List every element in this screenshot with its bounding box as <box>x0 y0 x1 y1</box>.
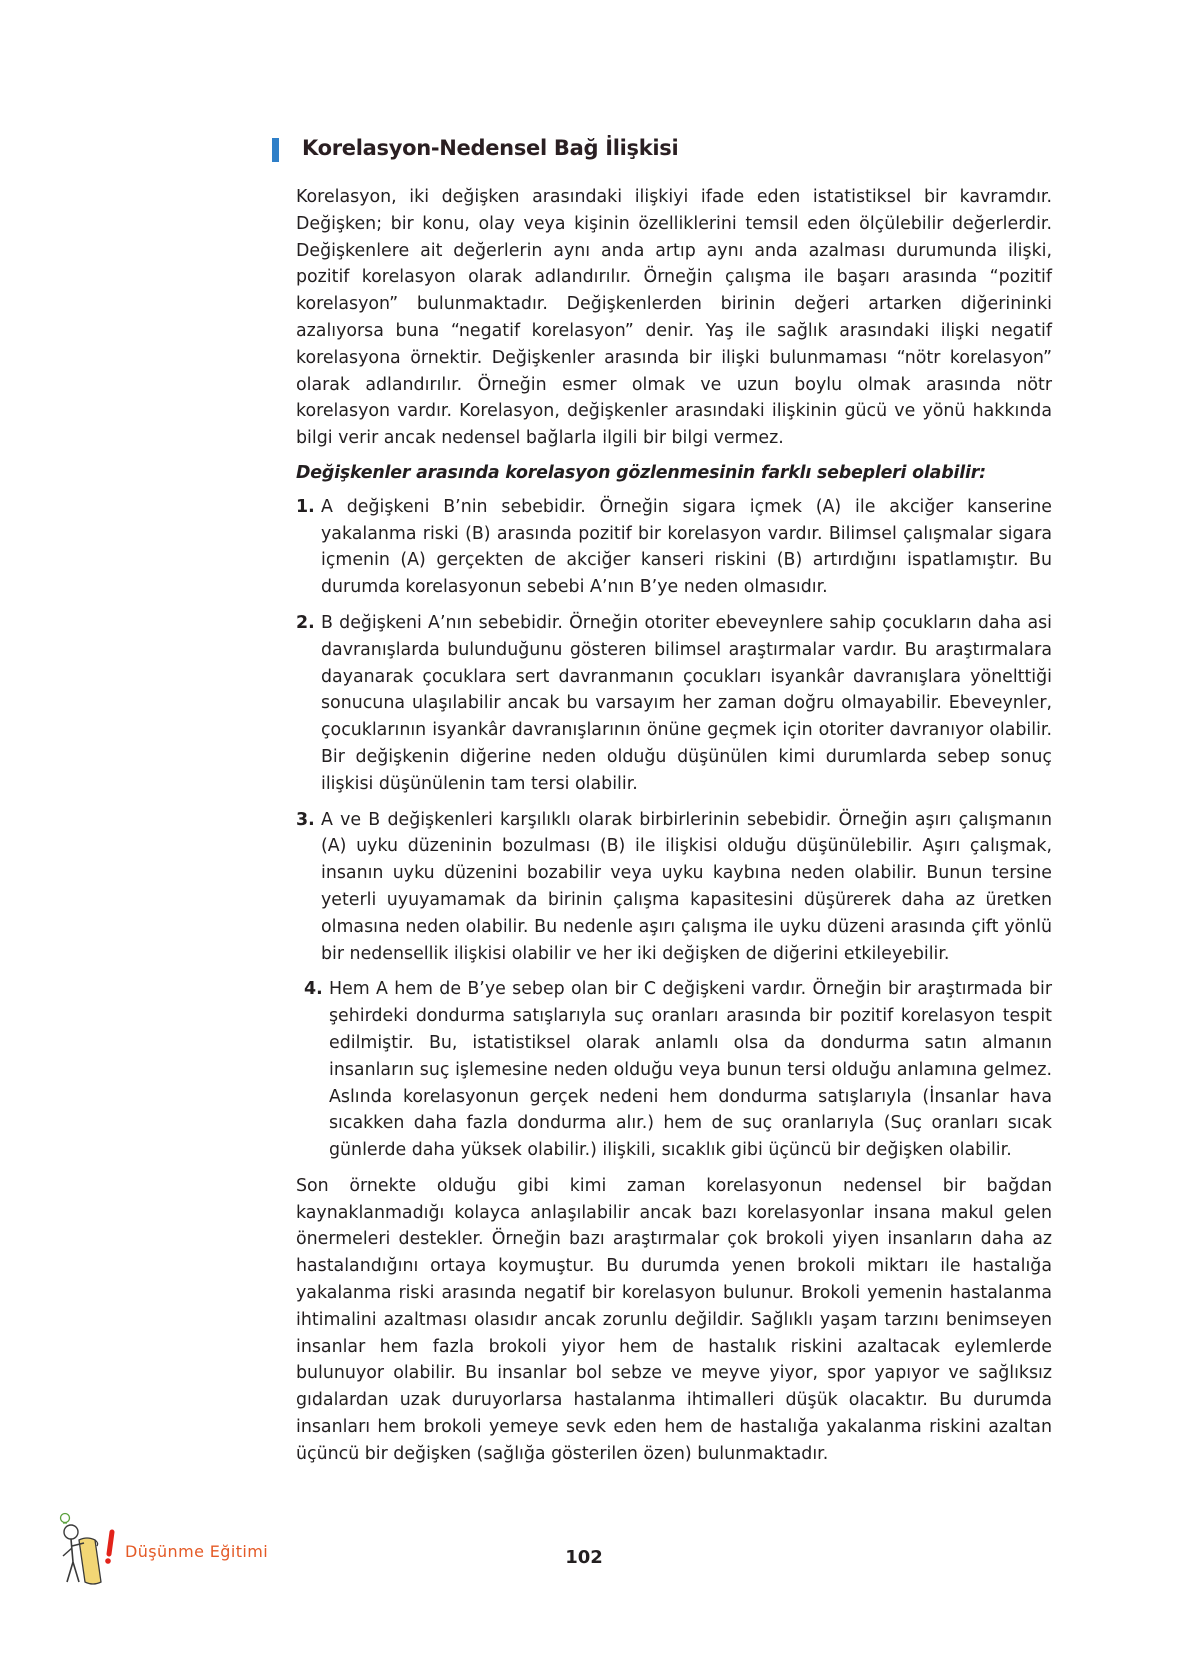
list-item-number: 4. <box>304 979 323 1000</box>
list-item-text: B değişkeni A’nın sebebidir. Örneğin otoriter ebeveynlere sahip çocukların daha asi davranışlarda bulunduğunu gösteren bilimsel araştırmalar vardır. Bu araştırmalara dayanarak çocuklara sert davranmanın çocukları isyankâr davranışlara yönelttiği sonucuna ulaşılabilir ancak bu varsayım her zaman doğru olmayabilir. Ebeveynler, çocuklarının isyankâr davranışlarının önüne geçmek için otoriter davranıyor olabilir. Bir değişkenin diğerine neden olduğu düşünülen kimi durumlarda sebep sonuç ilişkisi düşünülenin tam tersi olabilir. <box>321 612 1052 794</box>
list-item-text: A ve B değişkenleri karşılıklı olarak birbirlerinin sebebidir. Örneğin aşırı çalışmanın (A) uyku düzeninin bozulması (B) ile ilişkisi olduğu düşünülebilir. Aşırı çalışmak, insanın uyku düzenini bozabilir veya uyku kaybına neden olabilir. Bunun tersine yeterli uyuyamamak da birinin çalışma kapasitesini düşürerek daha az üretken olmasına neden olabilir. Bu nedenle aşırı çalışma ile uyku düzeni arasında çift yönlü bir nedensellik ilişkisi olabilir ve her iki değişken de diğerini etkileyebilir. <box>321 809 1052 964</box>
list-item-text: Hem A hem de B’ye sebep olan bir C değişkeni vardır. Örneğin bir araştırmada bir şehirdeki dondurma satışlarıyla suç oranları arasında bir pozitif korelasyon tespit edilmiştir. Bu, istatistiksel olarak anlamlı olsa da dondurma satın almanın insanların suç işlemesine neden olduğu veya bunun tersi olduğu anlamına gelmez. Aslında korelasyonun gerçek nedeni hem dondurma satışlarıyla (İnsanlar hava sıcakken daha fazla dondurma alır.) hem de suç oranlarıyla (Suç oranları sıcak günlerde daha yüksek olabilir.) ilişkili, sıcaklık gibi üçüncü bir değişken olabilir. <box>329 979 1052 1161</box>
closing-paragraph: Son örnekte olduğu gibi kimi zaman korelasyonun nedensel bir bağdan kaynaklanmadığı kolayca anlaşılabilir ancak bazı korelasyonlar insana makul gelen önermeleri destekler. Örneğin bazı araştırmalar çok brokoli yiyen insanların daha az hastalandığını ortaya koymuştur. Bu durumda yenen brokoli miktarı ile hastalığa yakalanma riski arasında negatif bir korelasyon bulunur. Brokoli yemenin hastalanma ihtimalini azaltması olasıdır ancak zorunlu değildir. Sağlıklı yaşam tarzını benimseyen insanlar hem fazla brokoli yiyor hem de hastalık riskini azaltacak eylemlerde bulunuyor olabilir. Bu insanlar bol sebze ve meyve yiyor, spor yapıyor ve sağlıksız gıdalardan uzak duruyorlarsa hastalanma ihtimalleri düşük olacaktır. Bu durumda insanları hem brokoli yemeye sevk eden hem de hastalığa yakalanma riskini azaltan üçüncü bir değişken (sağlığa gösterilen özen) bulunmaktadır. <box>296 1175 1052 1464</box>
section-title: Korelasyon-Nedensel Bağ İlişkisi <box>302 136 679 160</box>
list-item-text: A değişkeni B’nin sebebidir. Örneğin sigara içmek (A) ile akciğer kanserine yakalanma riski (B) arasında pozitif bir korelasyon vardır. Bilimsel çalışmalar sigara içmenin (A) gerçekten de akciğer kanseri riskini (B) artırdığını ispatlamıştır. Bu durumda korelasyonun sebebi A’nın B’ye neden olmasıdır. <box>321 496 1052 598</box>
list-item <box>296 610 1052 798</box>
footer-brand: Düşünme Eğitimi <box>125 1542 269 1561</box>
thinking-figure-icon <box>57 1510 122 1590</box>
list-item <box>296 807 1052 968</box>
heading-accent-bar <box>272 138 279 162</box>
page-content <box>296 184 1052 1468</box>
list-item-number: 1. <box>296 496 315 517</box>
intro-paragraph: Korelasyon, iki değişken arasındaki ilişkiyi ifade eden istatistiksel bir kavramdır. Değişken; bir konu, olay veya kişinin özelliklerini temsil eden ölçülebilir değerlerdir. Değişkenlere ait değerlerin aynı anda artıp aynı anda azalması durumunda ilişki, pozitif korelasyon olarak adlandırılır. Örneğin çalışma ile başarı arasında “pozitif korelasyon” bulunmaktadır. Değişkenlerden birinin değeri artarken diğerininki azalıyorsa buna “negatif korelasyon” denir. Yaş ile sağlık arasındaki ilişki negatif korelasyona örnektir. Değişkenler arasında bir ilişki bulunmaması “nötr korelasyon” olarak adlandırılır. Örneğin esmer olmak ve uzun boylu olmak arasında nötr korelasyon vardır. Korelasyon, değişkenler arasındaki ilişkinin gücü ve yönü hakkında bilgi verir ancak nedensel bağlarla ilgili bir bilgi vermez. <box>296 187 1052 449</box>
reasons-lead-in: Değişkenler arasında korelasyon gözlenmesinin farklı sebepleri olabilir: <box>296 462 986 483</box>
list-item <box>296 494 1052 601</box>
list-item <box>296 976 1052 1164</box>
reasons-list <box>296 494 1052 1164</box>
list-item-number: 3. <box>296 809 315 830</box>
list-item-number: 2. <box>296 612 315 633</box>
page-number: 102 <box>565 1547 603 1568</box>
